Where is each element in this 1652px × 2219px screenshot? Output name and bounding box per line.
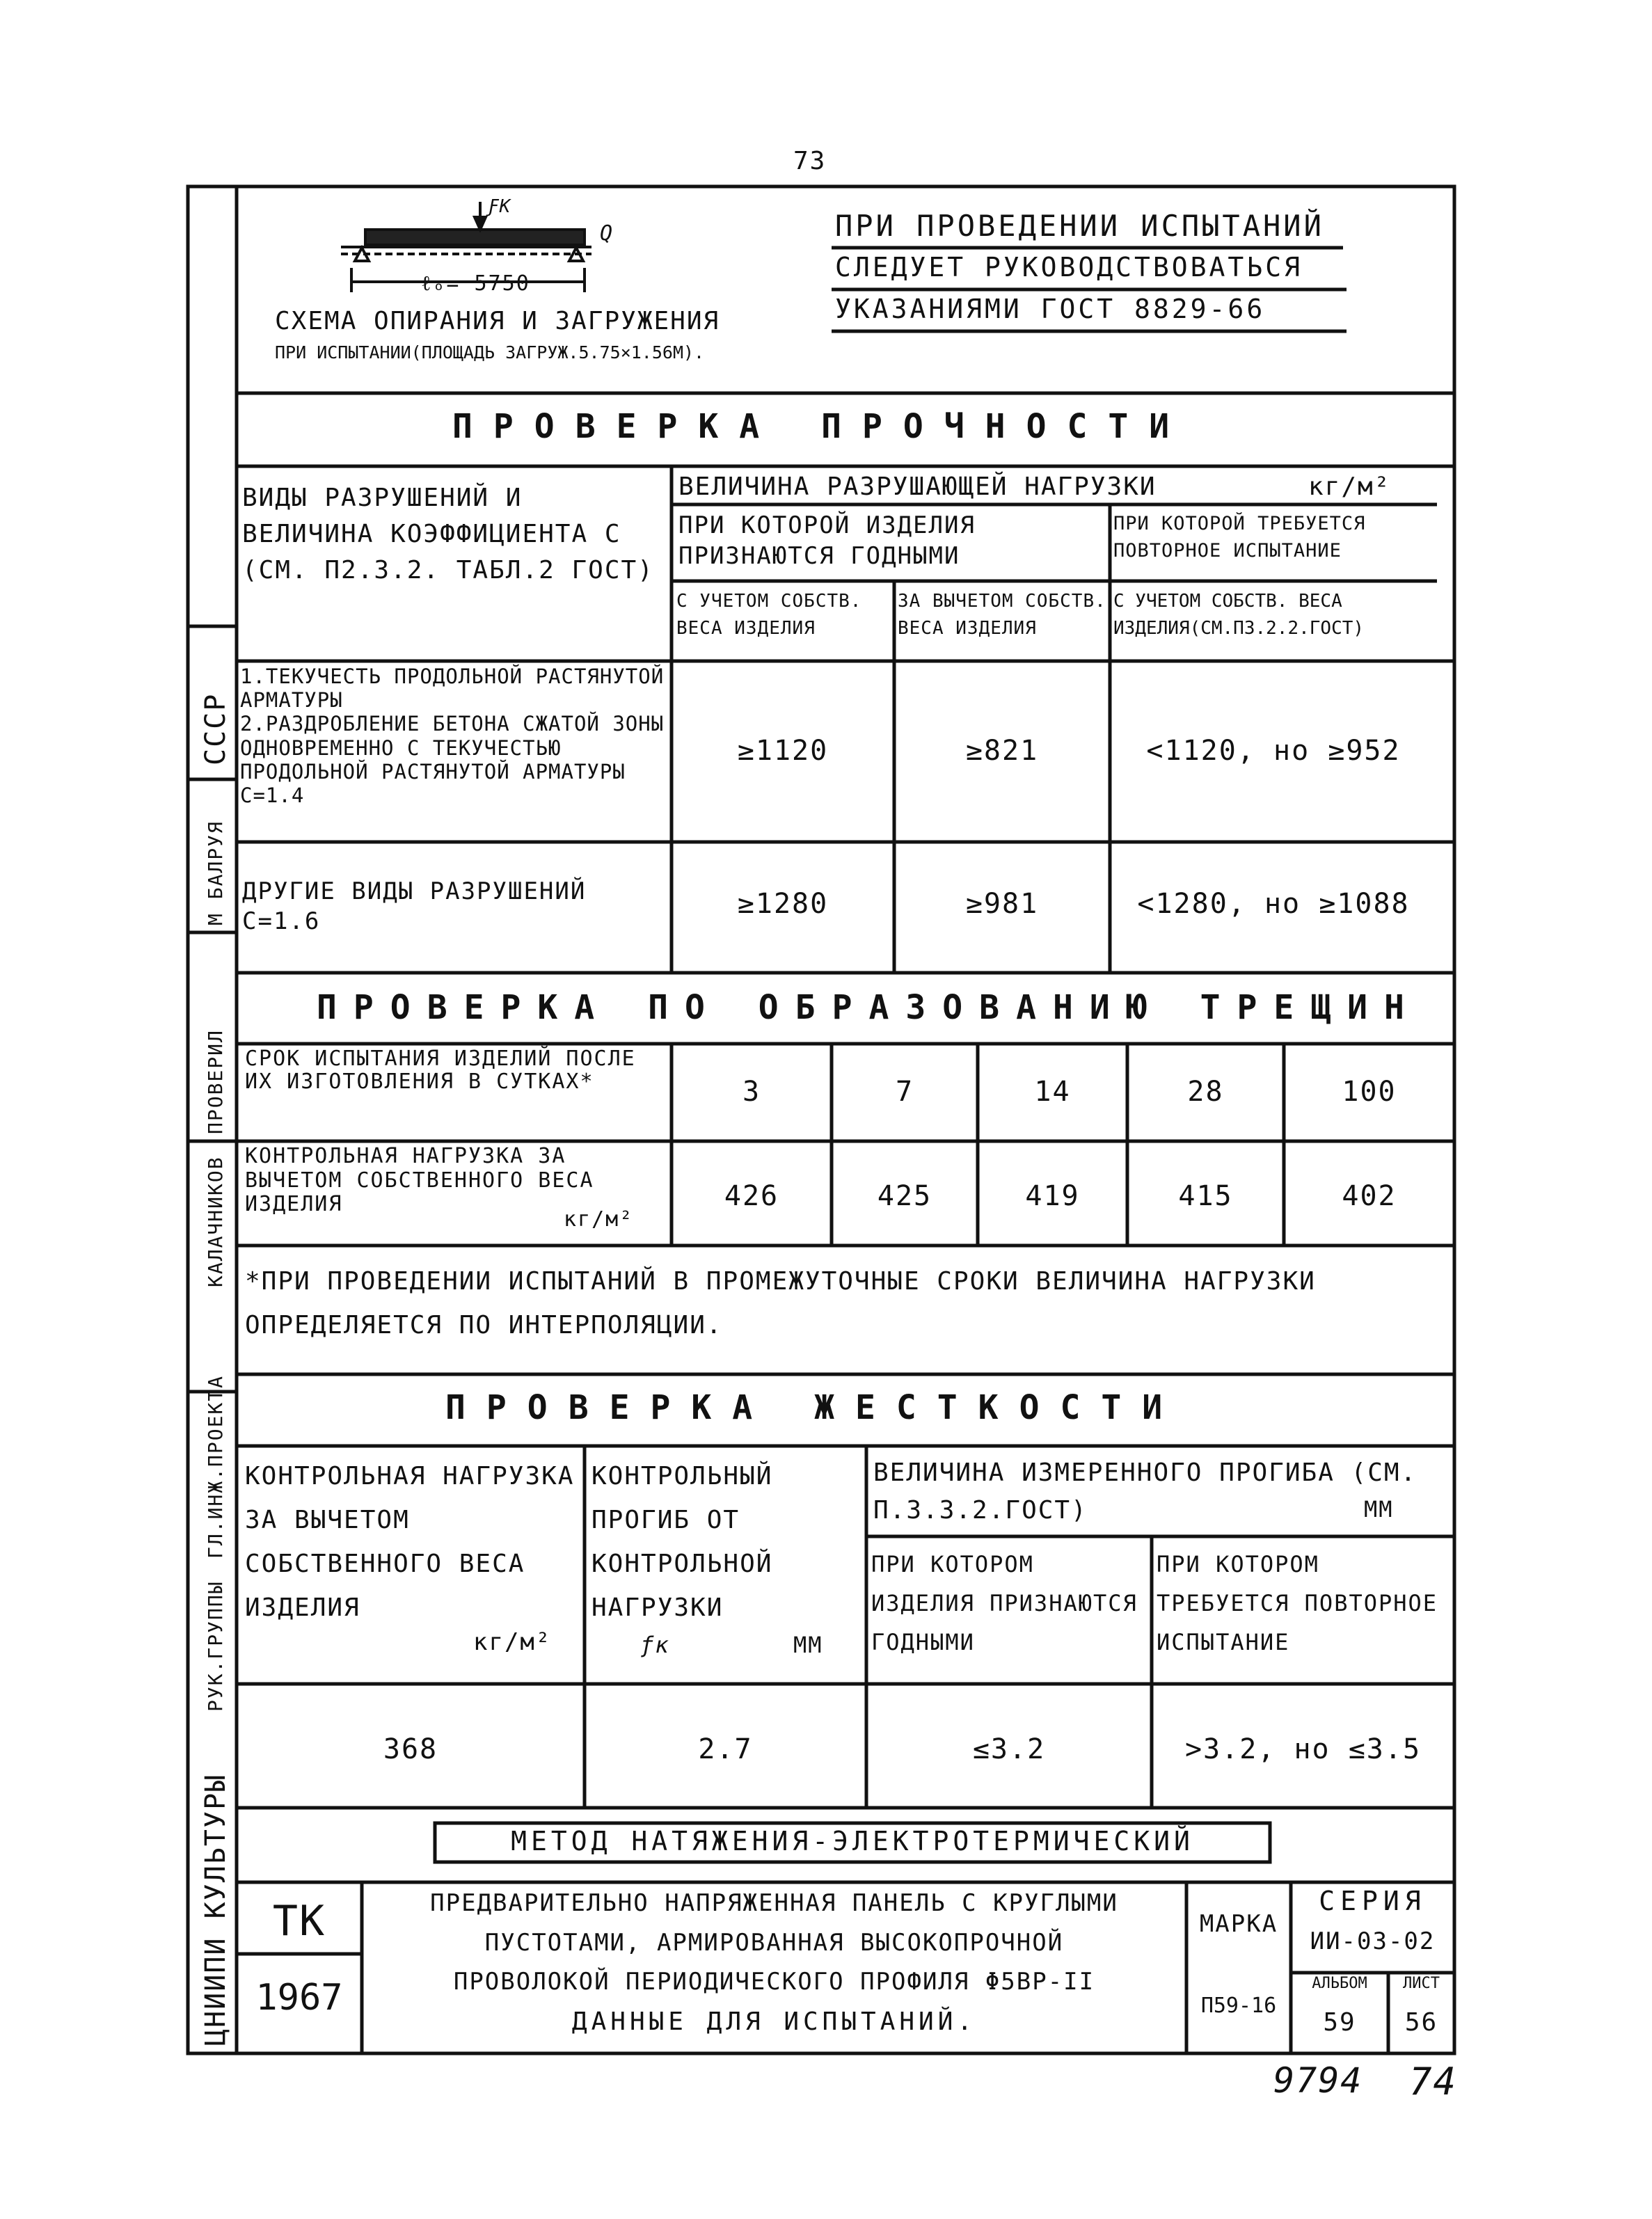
strength-retest-header: ПРИ КОТОРОЙ ТРЕБУЕТСЯ ПОВТОРНОЕ ИСПЫТАНИЕ bbox=[1113, 513, 1366, 562]
stamp-sheet-label: ЛИСТ bbox=[1403, 1975, 1440, 1992]
stiffness-value-retest: >3.2, но ≤3.5 bbox=[1184, 1733, 1422, 1765]
stiffness-value-deflection: 2.7 bbox=[698, 1733, 753, 1765]
cracks-row2-label: КОНТРОЛЬНАЯ НАГРУЗКА ЗА ВЫЧЕТОМ СОБСТВЕННОГО ВЕСА ИЗДЕЛИЯ bbox=[245, 1144, 594, 1216]
cracks-day-5: 100 bbox=[1342, 1076, 1397, 1108]
cracks-day-3: 14 bbox=[1034, 1076, 1071, 1108]
cracks-load-5: 402 bbox=[1342, 1180, 1397, 1212]
scheme-caption-2: ПРИ ИСПЫТАНИИ(ПЛОЩАДЬ ЗАГРУЖ.5.75×1.56М). bbox=[275, 342, 705, 363]
stiffness-col2-unit: ММ bbox=[793, 1632, 823, 1658]
cracks-load-1: 426 bbox=[724, 1180, 779, 1212]
stamp-marka: П59-16 bbox=[1200, 1994, 1277, 2018]
stamp-album: 59 bbox=[1323, 2008, 1356, 2037]
stamp-title-2: ПУСТОТАМИ, АРМИРОВАННАЯ ВЫСОКОПРОЧНОЙ bbox=[484, 1929, 1064, 1957]
strength-load-unit: кг/м² bbox=[1308, 472, 1391, 501]
method-text: МЕТОД НАТЯЖЕНИЯ-ЭЛЕКТРОТЕРМИЧЕСКИЙ bbox=[511, 1826, 1194, 1856]
scheme-span-label: ℓₒ= 5750 bbox=[421, 271, 530, 296]
stiffness-value-fit: ≤3.2 bbox=[972, 1733, 1046, 1765]
stamp-marka-label: МАРКА bbox=[1199, 1910, 1278, 1938]
stiffness-col1-unit: кг/м² bbox=[473, 1628, 552, 1656]
strength-row-2-v1: ≥1280 bbox=[737, 888, 829, 920]
note-top-line-2: СЛЕДУЕТ РУКОВОДСТВОВАТЬСЯ bbox=[835, 252, 1303, 283]
side-organization: ЦНИИПИ КУЛЬТУРЫ bbox=[200, 1773, 232, 2046]
stiffness-col1: КОНТРОЛЬНАЯ НАГРУЗКА ЗА ВЫЧЕТОМ СОБСТВЕННОГО ВЕСА ИЗДЕЛИЯ bbox=[245, 1462, 575, 1622]
scheme-fk-label: ƑК bbox=[487, 196, 512, 217]
page-number: 73 bbox=[793, 147, 827, 175]
cracks-row2-unit: кг/м² bbox=[564, 1207, 634, 1232]
side-chief-engineer: ГЛ.ИНЖ.ПРОЕКТА bbox=[204, 1374, 227, 1559]
stiffness-value-load: 368 bbox=[383, 1733, 438, 1765]
strength-row-2-v3: <1280, но ≥1088 bbox=[1137, 888, 1410, 920]
strength-sub-3: С УЧЕТОМ СОБСТВ. ВЕСА ИЗДЕЛИЯ(СМ.П3.2.2.ГОСТ) bbox=[1113, 591, 1365, 639]
strength-row-2-desc: ДРУГИЕ ВИДЫ РАЗРУШЕНИЙ C=1.6 bbox=[242, 877, 587, 935]
stamp-title-1: ПРЕДВАРИТЕЛЬНО НАПРЯЖЕННАЯ ПАНЕЛЬ С КРУГЛЫМИ bbox=[430, 1889, 1118, 1917]
cracks-day-4: 28 bbox=[1187, 1076, 1224, 1108]
stamp-album-label: АЛЬБОМ bbox=[1312, 1975, 1367, 1992]
stamp-series-label: СЕРИЯ bbox=[1319, 1886, 1427, 1916]
stamp-year: 1967 bbox=[255, 1977, 343, 2019]
stiffness-sub-1: ПРИ КОТОРОМ ИЗДЕЛИЯ ПРИЗНАЮТСЯ ГОДНЫМИ bbox=[871, 1551, 1138, 1655]
side-group-lead: РУК.ГРУППЫ bbox=[204, 1580, 227, 1712]
stamp-sheet: 56 bbox=[1404, 2008, 1438, 2037]
cracks-day-1: 3 bbox=[742, 1076, 761, 1108]
stiffness-sub-2: ПРИ КОТОРОМ ТРЕБУЕТСЯ ПОВТОРНОЕ ИСПЫТАНИЕ bbox=[1157, 1551, 1438, 1655]
stamp-title-4: ДАННЫЕ ДЛЯ ИСПЫТАНИЙ. bbox=[571, 2007, 977, 2036]
cracks-note: *ПРИ ПРОВЕДЕНИИ ИСПЫТАНИЙ В ПРОМЕЖУТОЧНЫЕ СРОКИ ВЕЛИЧИНА НАГРУЗКИ ОПРЕДЕЛЯЕТСЯ ПО ИНТЕРПОЛЯЦИИ. bbox=[245, 1267, 1316, 1339]
stiffness-col2-symbol: ƒк bbox=[640, 1632, 670, 1658]
scheme-q-label: Q bbox=[600, 221, 614, 246]
strength-col1-header: ВИДЫ РАЗРУШЕНИЙ И ВЕЛИЧИНА КОЭФФИЦИЕНТА C (СМ. П2.3.2. ТАБЛ.2 ГОСТ) bbox=[242, 484, 654, 585]
strength-title: ПРОВЕРКА ПРОЧНОСТИ bbox=[452, 407, 1191, 446]
strength-row-1-desc: 1.ТЕКУЧЕСТЬ ПРОДОЛЬНОЙ РАСТЯНУТОЙ АРМАТУРЫ 2.РАЗДРОБЛЕНИЕ БЕТОНА СЖАТОЙ ЗОНЫ ОДНОВРЕМЕННО С ТЕКУЧЕСТЬЮ ПРОДОЛЬНОЙ РАСТЯНУТОЙ АРМАТУРЫ C=1.4 bbox=[240, 665, 665, 808]
handwritten-number-2: 74 bbox=[1409, 2060, 1458, 2103]
stamp-tk: ТК bbox=[272, 1897, 326, 1946]
cracks-load-2: 425 bbox=[877, 1180, 932, 1212]
handwritten-number-1: 9794 bbox=[1273, 2060, 1363, 2101]
strength-sub-2: ЗА ВЫЧЕТОМ СОБСТВ. ВЕСА ИЗДЕЛИЯ bbox=[898, 591, 1106, 639]
cracks-row1-label: СРОК ИСПЫТАНИЯ ИЗДЕЛИЙ ПОСЛЕ ИХ ИЗГОТОВЛЕНИЯ В СУТКАХ* bbox=[245, 1047, 636, 1094]
stiffness-title: ПРОВЕРКА ЖЕСТКОСТИ bbox=[445, 1388, 1184, 1427]
strength-fit-header: ПРИ КОТОРОЙ ИЗДЕЛИЯ ПРИЗНАЮТСЯ ГОДНЫМИ bbox=[678, 511, 976, 571]
side-bssr: М БАЛРУЯ bbox=[204, 820, 227, 925]
stamp-title-3: ПРОВОЛОКОЙ ПЕРИОДИЧЕСКОГО ПРОФИЛЯ Φ5ВР-II bbox=[453, 1968, 1095, 1996]
stiffness-col3: ВЕЛИЧИНА ИЗМЕРЕННОГО ПРОГИБА (СМ. П.3.3.2.ГОСТ) bbox=[873, 1458, 1417, 1525]
strength-row-1-v2: ≥821 bbox=[965, 735, 1039, 767]
strength-load-header: ВЕЛИЧИНА РАЗРУШАЮЩЕЙ НАГРУЗКИ bbox=[678, 472, 1157, 501]
stiffness-col3-unit: ММ bbox=[1364, 1496, 1394, 1522]
scheme-caption-1: СХЕМА ОПИРАНИЯ И ЗАГРУЖЕНИЯ bbox=[275, 307, 720, 335]
stamp-series: ИИ-03-02 bbox=[1310, 1927, 1436, 1955]
cracks-day-2: 7 bbox=[895, 1076, 914, 1108]
stiffness-col2: КОНТРОЛЬНЫЙ ПРОГИБ ОТ КОНТРОЛЬНОЙ НАГРУЗКИ bbox=[591, 1462, 773, 1622]
strength-row-2-v2: ≥981 bbox=[965, 888, 1039, 920]
cracks-load-4: 415 bbox=[1178, 1180, 1233, 1212]
side-checked: ПРОВЕРИЛ bbox=[204, 1029, 227, 1134]
note-top-line-1: ПРИ ПРОВЕДЕНИИ ИСПЫТАНИЙ bbox=[835, 209, 1324, 243]
cracks-load-3: 419 bbox=[1025, 1180, 1080, 1212]
note-top-line-3: УКАЗАНИЯМИ ГОСТ 8829-66 bbox=[835, 294, 1266, 324]
side-ussr: СССР bbox=[200, 692, 232, 765]
strength-row-1-v3: <1120, но ≥952 bbox=[1146, 735, 1401, 767]
side-name: КАЛАЧНИКОВ bbox=[204, 1156, 227, 1287]
cracks-title: ПРОВЕРКА ПО ОБРАЗОВАНИЮ ТРЕЩИН bbox=[317, 988, 1421, 1027]
strength-sub-1: С УЧЕТОМ СОБСТВ. ВЕСА ИЗДЕЛИЯ bbox=[676, 591, 862, 639]
strength-row-1-v1: ≥1120 bbox=[737, 735, 829, 767]
